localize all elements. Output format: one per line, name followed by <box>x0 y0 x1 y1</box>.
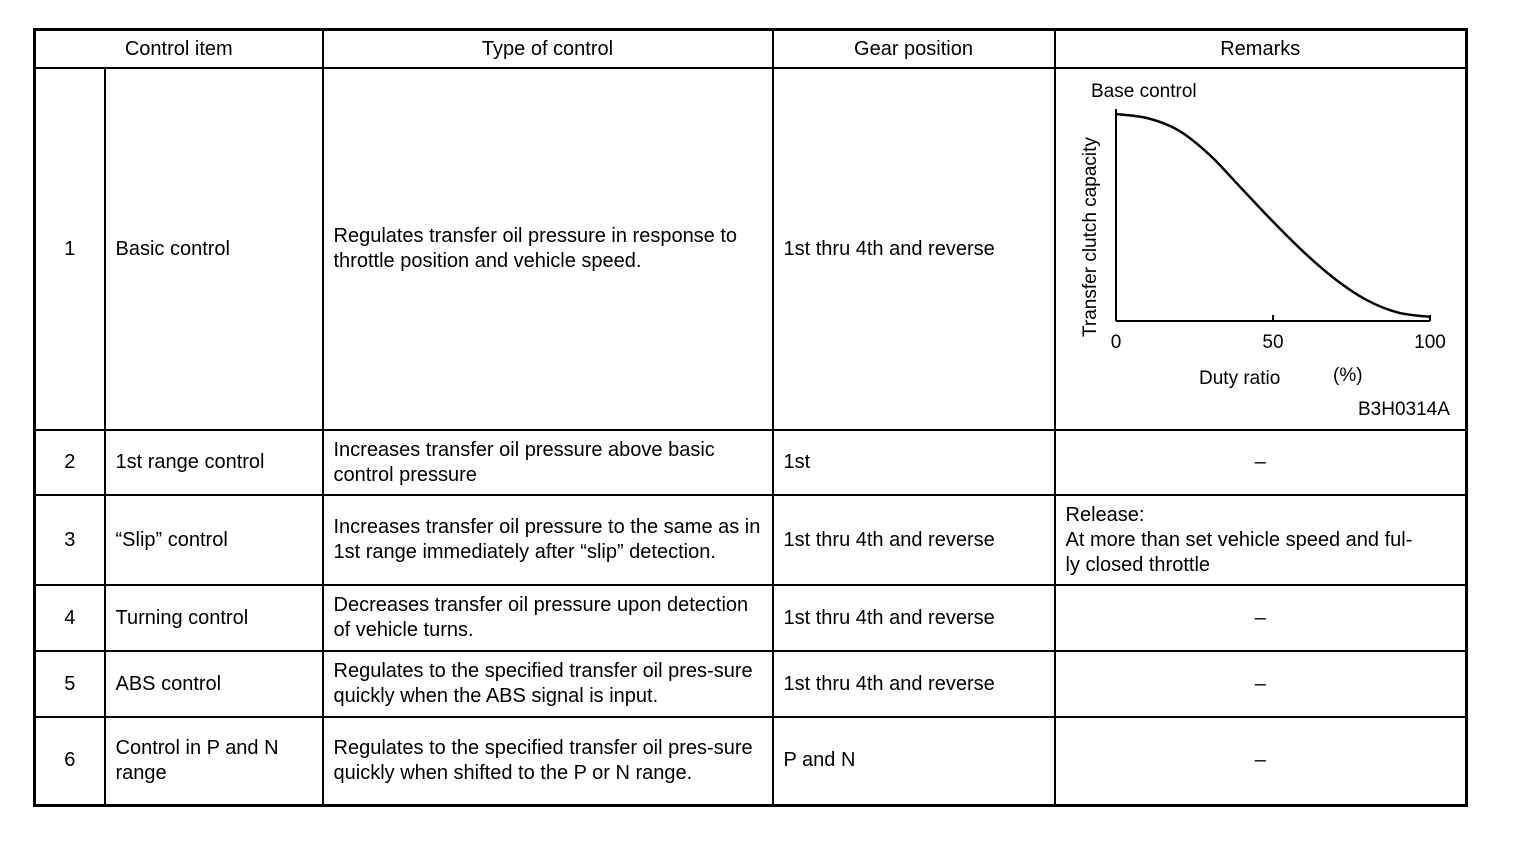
x-axis-unit: (%) <box>1332 365 1363 386</box>
gear-position: 1st thru 4th and reverse <box>773 585 1055 651</box>
y-axis-label: Transfer clutch capacity <box>1079 137 1101 337</box>
control-table <box>33 28 1468 807</box>
remarks-line: Release: <box>1065 503 1145 526</box>
remarks-line: At more than set vehicle speed and ful- <box>1065 528 1413 551</box>
row-number: 4 <box>35 585 105 651</box>
header-remarks: Remarks <box>1055 30 1467 69</box>
control-item: Turning control <box>105 585 323 651</box>
figure-code: B3H0314A <box>1357 399 1450 420</box>
type-of-control: Increases transfer oil pressure to the same as in 1st range immediately after “slip” detection. <box>323 495 773 585</box>
x-tick-label: 100 <box>1413 332 1446 353</box>
remarks-chart-cell <box>1055 68 1467 430</box>
row-number: 6 <box>35 717 105 805</box>
capacity-curve <box>1116 114 1430 317</box>
control-item: Basic control <box>105 68 323 430</box>
row-number: 3 <box>35 495 105 585</box>
chart-svg <box>1066 69 1476 429</box>
header-type-of-control: Type of control <box>323 30 773 69</box>
type-of-control: Regulates to the specified transfer oil pres-sure quickly when the ABS signal is input. <box>323 651 773 717</box>
gear-position: 1st thru 4th and reverse <box>773 651 1055 717</box>
table-row <box>35 495 1467 585</box>
table-row <box>35 717 1467 805</box>
row-number: 2 <box>35 430 105 495</box>
base-control-chart <box>1066 69 1476 429</box>
header-gear-position: Gear position <box>773 30 1055 69</box>
gear-position: 1st <box>773 430 1055 495</box>
row-number: 1 <box>35 68 105 430</box>
remarks: – <box>1055 717 1467 805</box>
control-item: 1st range control <box>105 430 323 495</box>
remarks: – <box>1055 430 1467 495</box>
table-row <box>35 585 1467 651</box>
remarks: – <box>1055 585 1467 651</box>
x-tick-label: 0 <box>1110 332 1121 353</box>
gear-position: 1st thru 4th and reverse <box>773 495 1055 585</box>
type-of-control: Regulates to the specified transfer oil pres-sure quickly when shifted to the P or N range. <box>323 717 773 805</box>
control-item: Control in P and N range <box>105 717 323 805</box>
remarks: – <box>1055 651 1467 717</box>
x-axis-label: Duty ratio <box>1198 368 1280 389</box>
type-of-control: Decreases transfer oil pressure upon detection of vehicle turns. <box>323 585 773 651</box>
gear-position: P and N <box>773 717 1055 805</box>
table-row <box>35 651 1467 717</box>
control-item: “Slip” control <box>105 495 323 585</box>
header-control-item: Control item <box>35 30 323 69</box>
header-row <box>35 30 1467 69</box>
table-row <box>35 430 1467 495</box>
row-number: 5 <box>35 651 105 717</box>
type-of-control: Regulates transfer oil pressure in response to throttle position and vehicle speed. <box>323 68 773 430</box>
chart-title: Base control <box>1090 81 1197 102</box>
remarks <box>1055 495 1467 585</box>
x-tick-label: 50 <box>1261 332 1284 353</box>
gear-position: 1st thru 4th and reverse <box>773 68 1055 430</box>
remarks-line: ly closed throttle <box>1065 553 1211 576</box>
type-of-control: Increases transfer oil pressure above basic control pressure <box>323 430 773 495</box>
table-row <box>35 68 1467 430</box>
control-item: ABS control <box>105 651 323 717</box>
